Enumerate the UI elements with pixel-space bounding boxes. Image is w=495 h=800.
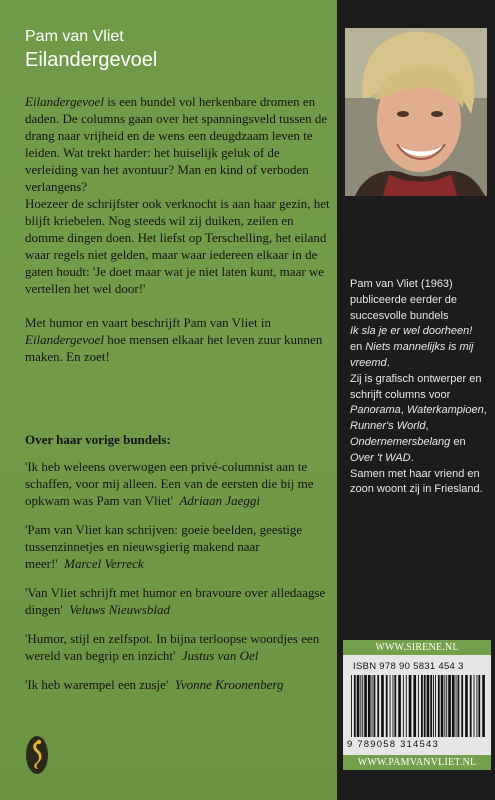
barcode-bar	[421, 675, 423, 737]
quote-source: Yvonne Kroonenberg	[174, 677, 284, 692]
quote-text: 'Van Vliet schrijft met humor en bravoure over alledaagse dingen'	[25, 585, 326, 617]
barcode-bar	[448, 675, 451, 737]
barcode-bar	[446, 675, 447, 737]
publisher-siren-logo-icon	[25, 735, 49, 775]
barcode-bar	[482, 675, 485, 737]
author-website[interactable]: WWW.PAMVANVLIET.NL	[343, 755, 491, 770]
bio-and: en	[350, 341, 363, 354]
barcode-bar	[474, 675, 475, 737]
barcode-bar	[418, 675, 419, 737]
quote-text: 'Ik heb warempel een zusje'	[25, 677, 169, 692]
bio-mag-2: Waterkampioen	[406, 404, 484, 417]
barcode-bar	[427, 675, 430, 737]
book-title: Eilandergevoel	[25, 49, 158, 71]
barcode-bar	[393, 675, 394, 737]
bio-end: Samen met haar vriend en zoon woont zij in Friesland.	[350, 467, 483, 496]
bio-books	[350, 324, 490, 340]
quote-source: Adriaan Jaeggi	[179, 493, 260, 508]
barcode-bar	[413, 675, 416, 737]
quote-text: 'Humor, stijl en zelfspot. In bijna terloopse woordjes een wereld van begrip en inzicht'	[25, 631, 320, 663]
blurb-paragraph-3	[25, 314, 330, 365]
barcode-bar	[354, 675, 356, 737]
bio-intro: Pam van Vliet (1963) publiceerde eerder de succesvolle bundels	[350, 278, 458, 322]
blurb	[25, 93, 330, 365]
quote-source: Veluws Nieuwsblad	[69, 602, 170, 617]
barcode-bar	[470, 675, 472, 737]
barcode-bar	[360, 675, 361, 737]
review-quote	[25, 676, 330, 693]
author-photo	[345, 28, 487, 196]
blurb-p1-text: is een bundel vol herkenbare dromen en daden. De columns gaan over het spanningsveld tussen de drang naar vrijheid en de wens een deugdzaam leven te leiden. Wat trekt harder: het huiselijk geluk of de verleiding van het avontuur? Man en kind of verboden verlangens?	[25, 94, 328, 194]
bio-books-line2: en Niets mannelijks is mij vreemd.	[350, 341, 474, 369]
barcode-bar	[409, 675, 412, 737]
bio-book-2: Niets mannelijks is mij vreemd	[350, 341, 474, 369]
barcode-bar	[351, 675, 352, 737]
barcode-bar	[441, 675, 444, 737]
barcode-bar	[368, 675, 371, 737]
isbn-number: ISBN 978 90 5831 454 3	[353, 661, 464, 672]
blurb-paragraph-2: Hoezeer de schrijfster ook verknocht is aan haar gezin, het blijft kriebelen. Nog steeds wil zij duiken, zeilen en domme dingen doen. Het liefst op Terschelling, het eiland waar regels niet gelden, maar waar iedereen elkaar in de gaten houdt: 'Je doet maar wat je niet laten kunt, maar we vertellen het wel door!'	[25, 196, 330, 296]
barcode-bar	[452, 675, 455, 737]
review-quote	[25, 521, 330, 572]
barcode-bar	[377, 675, 379, 737]
blurb-title-italic: Eilandergevoel	[25, 94, 104, 109]
quote-source: Justus van Oel	[181, 648, 259, 663]
barcode-bar	[456, 675, 457, 737]
barcode-bar	[477, 675, 478, 737]
barcode-number: 9 789058 314543	[347, 739, 439, 750]
review-quote	[25, 584, 330, 618]
barcode-bar	[374, 675, 376, 737]
quote-text: 'Ik heb weleens overwogen een privé-columnist aan te schaffen, voor mij alleen. Een van de eersten die bij me opkwam was Pam van Vliet'	[25, 459, 314, 508]
bio-mag-1: Panorama	[350, 404, 401, 417]
barcode-bar	[444, 675, 445, 737]
bio-mag-4: Ondernemersbelang	[350, 435, 451, 448]
barcode-bar	[386, 675, 388, 737]
barcode-bar	[458, 675, 460, 737]
barcode-bar	[424, 675, 426, 737]
barcode-bar	[438, 675, 440, 737]
barcode-bar	[478, 675, 480, 737]
author-bio	[350, 277, 490, 498]
quote-text: 'Pam van Vliet kan schrijven: goeie beelden, geestige tussenzinnetjes en nieuwsgierig makend naar meer!'	[25, 522, 303, 571]
barcode-bar	[394, 675, 396, 737]
bio-mid: Zij is grafisch ontwerper en schrijft columns voor	[350, 372, 482, 401]
barcode-bar	[433, 675, 434, 737]
barcode-bar	[465, 675, 468, 737]
barcode-bar	[381, 675, 384, 737]
barcode-panel	[343, 640, 491, 770]
bio-work: Zij is grafisch ontwerper en schrijft columns voor Panorama, Waterkampioen, Runner's World, Ondernemersbelang en Over 't WAD.	[350, 372, 487, 464]
barcode-bar	[403, 675, 404, 737]
barcode-bar	[406, 675, 407, 737]
previous-works-heading: Over haar vorige bundels:	[25, 432, 171, 447]
bio-mag-5: Over 't WAD	[350, 451, 411, 464]
review-quotes	[25, 458, 330, 705]
barcode-bar	[435, 675, 436, 737]
review-quote	[25, 630, 330, 664]
bio-mag-3: Runner's World	[350, 420, 426, 433]
barcode	[349, 675, 485, 737]
blurb-p3-b: hoe mensen elkaar het leven zuur kunnen maken. En zoet!	[25, 332, 323, 364]
barcode-bar	[357, 675, 360, 737]
barcode-bar	[390, 675, 391, 737]
blurb-p3-a: Met humor en vaart beschrijft Pam van Vliet in	[25, 315, 271, 330]
publisher-website[interactable]: WWW.SIRENE.NL	[343, 640, 491, 655]
barcode-bar	[398, 675, 401, 737]
bio-book-1: Ik sla je er wel doorheen!	[350, 325, 473, 338]
barcode-bar	[364, 675, 367, 737]
review-quote	[25, 458, 330, 509]
quote-source: Marcel Verreck	[64, 556, 144, 571]
author-name: Pam van Vliet	[25, 28, 124, 45]
barcode-bar	[372, 675, 373, 737]
barcode-bar	[430, 675, 432, 737]
blurb-p3-title: Eilandergevoel	[25, 332, 104, 347]
barcode-bar	[461, 675, 463, 737]
barcode-bar	[362, 675, 363, 737]
blurb-paragraph-1	[25, 93, 330, 195]
